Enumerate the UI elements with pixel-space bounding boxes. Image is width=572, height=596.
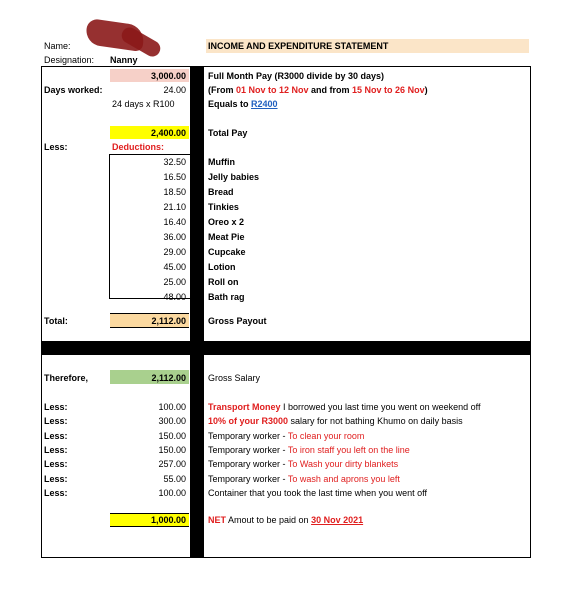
equals-amount-link[interactable]: R2400 <box>251 99 278 109</box>
less-label: Less: <box>44 444 68 455</box>
deduction-amount: 21.10 <box>163 202 186 212</box>
deduction-label: Roll on <box>208 277 239 287</box>
deduction-label: Lotion <box>208 262 236 272</box>
less-label: Less: <box>44 473 68 484</box>
deduction-amount: 48.00 <box>163 292 186 302</box>
total-pay-label: Total Pay <box>208 128 248 138</box>
net-amount: 1,000.00 <box>150 515 186 525</box>
days-worked-amount: 24.00 <box>163 85 186 95</box>
equals-text: Equals to R2400 <box>208 99 278 109</box>
days-worked-description: (From 01 Nov to 12 Nov and from 15 Nov to 26 Nov) <box>208 85 428 95</box>
less-description: Temporary worker - To wash and aprons you left <box>208 473 400 484</box>
total-label: Total: <box>44 316 68 326</box>
name-label: Name: <box>44 41 71 51</box>
deduction-label: Tinkies <box>208 202 239 212</box>
less-amount: 150.00 <box>158 444 186 455</box>
less-amount: 150.00 <box>158 430 186 441</box>
designation-label: Designation: <box>44 55 95 65</box>
deduction-amount: 29.00 <box>163 247 186 257</box>
less-label: Less: <box>44 459 68 470</box>
deductions-header: Deductions: <box>112 142 165 152</box>
less-description: Temporary worker - To iron staff you left on the line <box>208 444 410 455</box>
deductions-less-label: Less: <box>44 142 68 152</box>
net-label: NET <box>208 515 226 525</box>
therefore-label: Therefore, <box>44 373 89 383</box>
gross-payout-label: Gross Payout <box>208 316 267 326</box>
deduction-amount: 36.00 <box>163 232 186 242</box>
deduction-amount: 18.50 <box>163 187 186 197</box>
less-description: Temporary worker - To clean your room <box>208 430 365 441</box>
deduction-amount: 16.40 <box>163 217 186 227</box>
deduction-label: Cupcake <box>208 247 246 257</box>
full-pay-amount: 3,000.00 <box>150 71 186 81</box>
less-amount: 257.00 <box>158 459 186 470</box>
less-description: Container that you took the last time when you went off <box>208 487 427 498</box>
deduction-amount: 32.50 <box>163 157 186 167</box>
deduction-label: Bread <box>208 187 234 197</box>
less-amount: 55.00 <box>163 473 186 484</box>
net-date: 30 Nov 2021 <box>311 515 364 525</box>
less-description: 10% of your R3000 salary for not bathing Khumo on daily basis <box>208 416 463 427</box>
less-amount: 100.00 <box>158 487 186 498</box>
less-label: Less: <box>44 402 68 412</box>
days-calculation: 24 days x R100 <box>112 99 175 109</box>
less-amount: 300.00 <box>158 416 186 427</box>
designation-value: Nanny <box>110 55 138 65</box>
column-divider <box>190 66 204 557</box>
deduction-amount: 16.50 <box>163 172 186 182</box>
deduction-label: Oreo x 2 <box>208 217 245 227</box>
statement-title: INCOME AND EXPENDITURE STATEMENT <box>208 41 389 51</box>
deduction-label: Meat Pie <box>208 232 245 242</box>
less-description: Temporary worker - To Wash your dirty blankets <box>208 459 399 470</box>
less-label: Less: <box>44 487 68 498</box>
full-pay-description: Full Month Pay (R3000 divide by 30 days) <box>208 71 385 81</box>
days-worked-label: Days worked: <box>44 85 103 95</box>
gross-salary-amount: 2,112.00 <box>151 373 186 383</box>
net-description: NET Amout to be paid on 30 Nov 2021 <box>208 515 364 525</box>
section-divider <box>41 341 531 355</box>
deduction-label: Jelly babies <box>208 172 260 182</box>
less-label: Less: <box>44 430 68 441</box>
less-description: Transport Money I borrowed you last time you went on weekend off <box>208 402 481 412</box>
total-pay-amount: 2,400.00 <box>150 128 186 138</box>
total-amount: 2,112.00 <box>151 316 186 326</box>
deduction-label: Muffin <box>208 157 235 167</box>
deduction-amount: 45.00 <box>163 262 186 272</box>
deduction-label: Bath rag <box>208 292 245 302</box>
less-label: Less: <box>44 416 68 427</box>
less-amount: 100.00 <box>158 402 186 412</box>
gross-salary-label: Gross Salary <box>208 373 261 383</box>
deduction-amount: 25.00 <box>163 277 186 287</box>
